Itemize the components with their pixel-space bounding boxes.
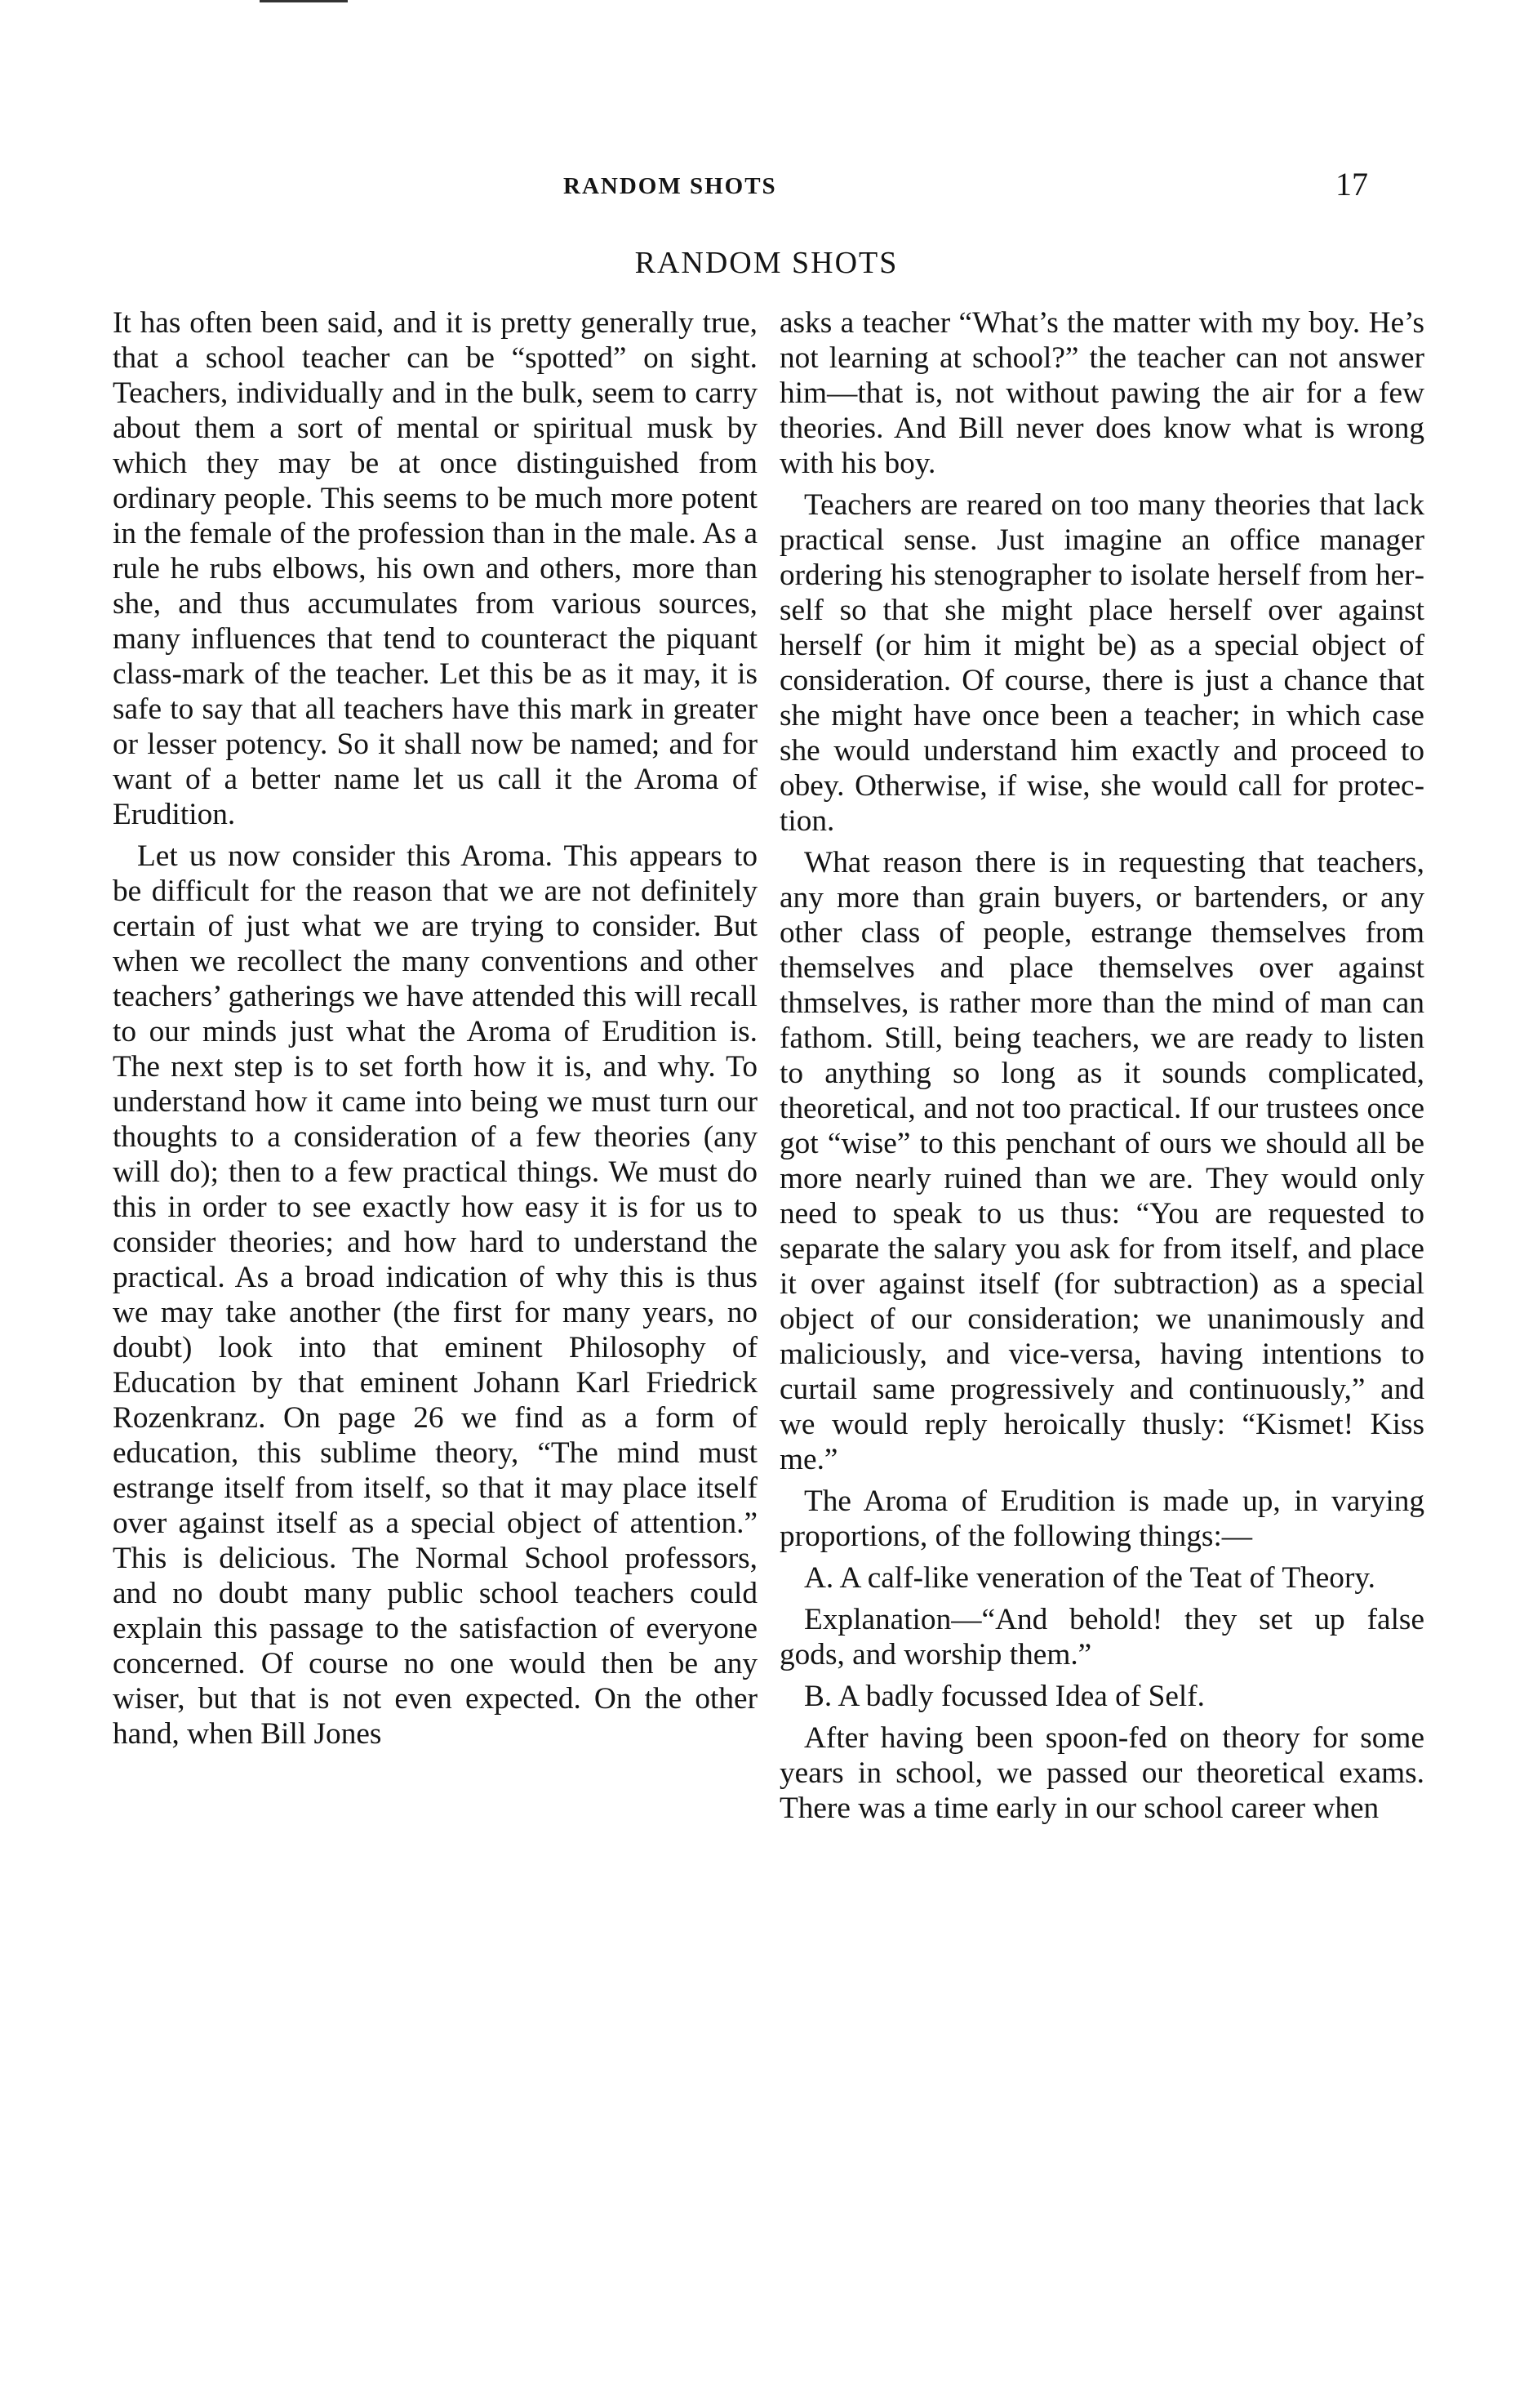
left-column	[113, 305, 758, 1758]
paragraph: The Aroma of Erudition is made up, in varying proportions, of the following things:—	[780, 1484, 1424, 1553]
page-number: 17	[1335, 166, 1368, 203]
paragraph: Let us now consider this Aroma. This appears to be difficult for the reason that we are not definitely certain of just what we are trying to consider. But when we recollect the many conventions and other teachers’ gatherings we have attended this will recall to our minds just what the Aroma of Erudition is. The next step is to set forth how it is, and why. To understand how it came into being we must turn our thoughts to a consideration of a few theories (any will do); then to a few practical things. We must do this in order to see exactly how easy it is for us to consider theories; and how hard to understand the practical. As a broad indication of why this is thus we may take another (the first for many years, no doubt) look into that eminent Philosophy of Education by that eminent Johann Karl Friedrick Rozenkranz. On page 26 we find as a form of education, this sublime theory, “The mind must estrange itself from itself, so that it may place itself over against itself as a special object of attention.” This is delicious. The Normal School professors, and no doubt many public school teachers could explain this passage to the satisfaction of everyone concerned. Of course no one would then be any wiser, but that is not even expected. On the other hand, when Bill Jones	[113, 839, 758, 1751]
paragraph: What reason there is in requesting that teachers, any more than grain buyers, or bartenders, or any other class of people, estrange themselves from themselves and place themselves over against thmselves, is rather more than the mind of man can fathom. Still, being teachers, we are ready to listen to anything so long as it sounds complicated, theoretical, and not too practical. If our trustees once got “wise” to this penchant of ours we should all be more nearly ruined than we are. They would only need to speak to us thus: “You are requested to separate the salary you ask for from itself, and place it over against itself (for subtraction) as a special object of our consideration; we unanimously and maliciously, and vice-versa, having intentions to curtail same progressively and continuously,” and we would reply heroically thusly: “Kismet! Kiss me.”	[780, 846, 1424, 1476]
top-rule-artifact	[260, 0, 348, 2]
paragraph: Explanation—“And behold! they set up false gods, and worship them.”	[780, 1603, 1424, 1671]
paragraph: B. A badly focussed Idea of Self.	[804, 1680, 1205, 1713]
paragraph: It has often been said, and it is pretty generally true, that a school teacher can be “spotted” on sight. Teachers, individually and in the bulk, seem to carry about them a sort of mental or spiritual musk by which they may be at once distinguished from ordinary people. This seems to be much more potent in the female of the profession than in the male. As a rule he rubs elbows, his own and others, more than she, and thus accumulates from various sources, many influences that tend to counteract the piquant class-mark of the teacher. Let this be as it may, it is safe to say that all teachers have this mark in greater or lesser potency. So it shall now be named; and for want of a better name let us call it the Aroma of Erudition.	[113, 306, 758, 831]
paragraph: After having been spoon-fed on theory for some years in school, we passed our theoretical exams. There was a time early in our school career when	[780, 1721, 1424, 1825]
paragraph: asks a teacher “What’s the matter with my boy. He’s not learning at school?” the teacher can not answer him—that is, not without pawing the air for a few theories. And Bill never does know what is wrong with his boy.	[780, 306, 1424, 480]
running-head	[0, 166, 1533, 206]
paragraph: A. A calf-like veneration of the Teat of Theory.	[804, 1561, 1375, 1595]
article-title: RANDOM SHOTS	[634, 246, 899, 280]
running-title: RANDOM SHOTS	[563, 173, 777, 199]
right-column	[780, 305, 1424, 1832]
paragraph: Teachers are reared on too many theories that lack practical sense. Just imagine an office manager ordering his stenographer to isolate herself from herself so that she might place herself over against herself (or him it might be) as a special object of consideration. Of course, there is just a chance that she might have once been a teacher; in which case she would understand him exactly and proceed to obey. Otherwise, if wise, she would call for protection.	[780, 488, 1424, 838]
